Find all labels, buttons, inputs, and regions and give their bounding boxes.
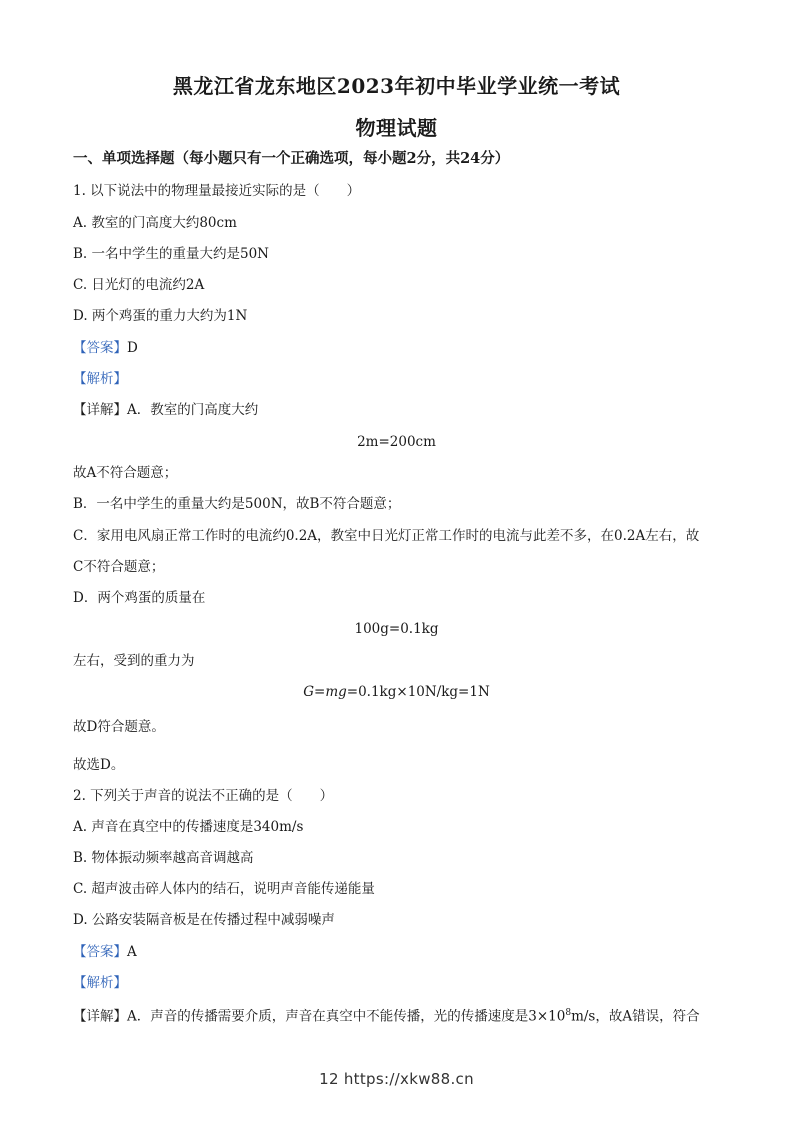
question-1-option-d: D. 两个鸡蛋的重力大约为1N bbox=[73, 308, 248, 324]
question-2-option-a: A. 声音在真空中的传播速度是340m/s bbox=[73, 819, 304, 835]
question-1-answer bbox=[73, 339, 733, 357]
question-2-answer bbox=[73, 943, 733, 961]
question-1-detail-c-line1: C．家用电风扇正常工作时的电流约0.2A，教室中日光灯正常工作时的电流与此差不多，在0.2A左右，故 bbox=[73, 528, 700, 544]
formula-egg-weight bbox=[0, 683, 793, 701]
exam-subtitle: 物理试题 bbox=[355, 116, 438, 140]
answer-value: D bbox=[127, 340, 138, 356]
question-2-option-c: C. 超声波击碎人体内的结石，说明声音能传递能量 bbox=[73, 881, 375, 897]
formula-door-height: 2m=200cm bbox=[357, 434, 436, 450]
formula-rest: =0.1kg×10N/kg=1N bbox=[346, 684, 490, 700]
question-1-option-a: A. 教室的门高度大约80cm bbox=[73, 215, 237, 231]
exam-title: 黑龙江省龙东地区2023年初中毕业学业统一考试 bbox=[172, 74, 621, 98]
answer-label: 【答案】 bbox=[73, 340, 127, 356]
question-1-detail-a bbox=[73, 401, 733, 419]
question-1-detail-d: D．两个鸡蛋的质量在 bbox=[73, 590, 206, 606]
section-heading: 一、单项选择题（每小题只有一个正确选项，每小题2分，共24分） bbox=[73, 150, 510, 167]
formula-egg-mass: 100g=0.1kg bbox=[354, 621, 439, 637]
question-1-conclusion-a: 故A不符合题意； bbox=[73, 465, 178, 481]
formula-equals: = bbox=[314, 684, 326, 700]
formula-var-mg: mg bbox=[325, 684, 347, 700]
question-1-option-c: C. 日光灯的电流约2A bbox=[73, 277, 205, 293]
question-2-option-b: B. 物体振动频率越高音调越高 bbox=[73, 850, 254, 866]
page-footer: 12 https://xkw88.cn bbox=[319, 1070, 474, 1088]
detail-superscript: 8 bbox=[565, 1008, 572, 1018]
detail-label: 【详解】 bbox=[73, 402, 127, 418]
detail-label: 【详解】 bbox=[73, 1008, 127, 1025]
answer-label: 【答案】 bbox=[73, 944, 127, 960]
detail-text-part2: m/s，故A错误，符合 bbox=[571, 1008, 700, 1025]
detail-text-part1: A．声音的传播需要介质，声音在真空中不能传播，光的传播速度是3×10 bbox=[127, 1008, 566, 1025]
question-1-conclusion-d: 故D符合题意。 bbox=[73, 719, 165, 735]
question-1-stem: 1. 以下说法中的物理量最接近实际的是（ ） bbox=[73, 183, 361, 199]
question-1-analysis-label: 【解析】 bbox=[73, 371, 127, 387]
question-2-option-d: D. 公路安装隔音板是在传播过程中减弱噪声 bbox=[73, 912, 335, 928]
question-2-analysis-label: 【解析】 bbox=[73, 975, 127, 991]
answer-value: A bbox=[127, 944, 137, 960]
detail-text: A．教室的门高度大约 bbox=[127, 402, 259, 418]
question-1-select: 故选D。 bbox=[73, 757, 125, 773]
formula-var-g: G bbox=[303, 684, 315, 700]
question-1-detail-c-line2: C不符合题意； bbox=[73, 559, 165, 575]
question-2-stem: 2. 下列关于声音的说法不正确的是（ ） bbox=[73, 788, 334, 804]
question-1-detail-d2: 左右，受到的重力为 bbox=[73, 653, 195, 669]
question-2-detail-a bbox=[73, 1004, 733, 1026]
question-1-detail-b: B．一名中学生的重量大约是500N，故B不符合题意； bbox=[73, 496, 401, 512]
question-1-option-b: B. 一名中学生的重量大约是50N bbox=[73, 246, 269, 262]
